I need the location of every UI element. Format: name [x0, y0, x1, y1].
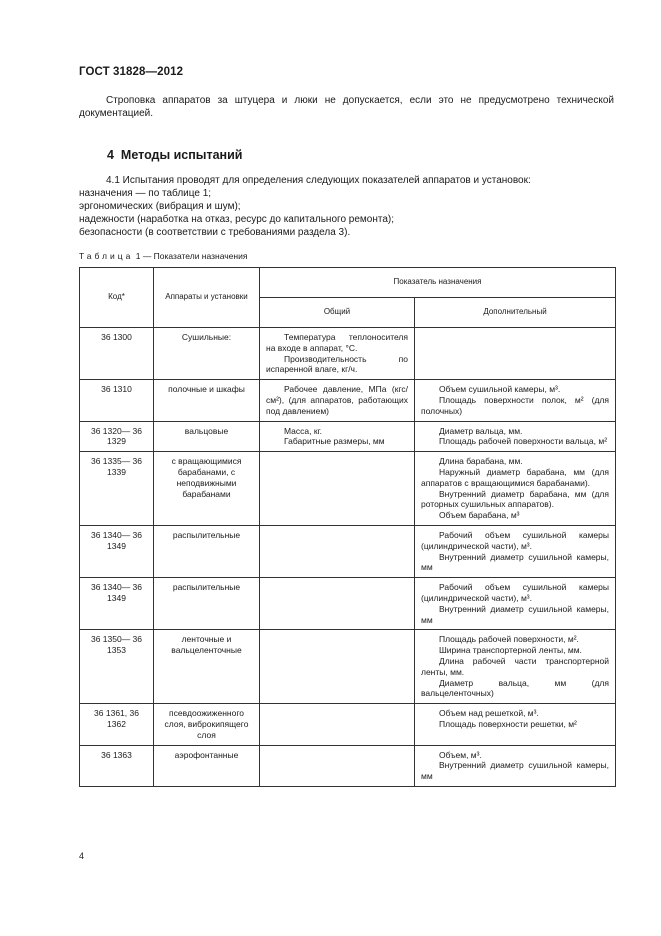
additional-indicator-line: Площадь рабочей поверхности, м².	[439, 634, 579, 645]
general-indicator-line: Температура теплоносителя на входе в аппарат, °С.	[266, 332, 408, 353]
cell-general	[260, 578, 415, 630]
additional-indicator-line: Площадь поверхности решетки, м²	[439, 718, 577, 729]
additional-indicator-line: Объем над решеткой, м³.	[439, 708, 539, 719]
additional-indicator-line: Объем, м³.	[439, 749, 482, 760]
section-number: 4	[107, 148, 114, 162]
clause-line: 4.1 Испытания проводят для определения следующих показателей аппаратов и установок:	[106, 175, 531, 186]
cell-code: 36 1340— 36 1349	[80, 525, 154, 577]
table-caption-number: 1	[135, 251, 141, 261]
table-row	[80, 704, 616, 745]
table-caption-title: — Показатели назначения	[142, 251, 248, 261]
additional-indicator-line: Наружный диаметр барабана, мм (для аппаратов с вращающимися барабанами).	[421, 466, 609, 488]
clause-line: безопасности (в соответствии с требованиями раздела 3).	[79, 227, 351, 238]
table-row	[80, 525, 616, 577]
additional-indicator-line: Внутренний диаметр сушильной камеры, мм	[421, 760, 609, 782]
cell-additional	[415, 630, 616, 704]
table-row	[80, 745, 616, 786]
cell-code: 36 1335— 36 1339	[80, 452, 154, 526]
table-row	[80, 578, 616, 630]
table-row	[80, 380, 616, 421]
additional-indicator-line: Внутренний диаметр сушильной камеры, мм	[421, 551, 609, 573]
clause-line: эргономических (вибрация и шум);	[79, 201, 241, 212]
cell-general	[260, 745, 415, 786]
header-general: Общий	[260, 298, 415, 328]
table-row	[80, 452, 616, 526]
table-caption	[79, 251, 247, 261]
cell-apparatus: Сушильные:	[154, 328, 260, 380]
additional-indicator-line: Рабочий объем сушильной камеры (цилиндрической части), м³.	[421, 529, 609, 551]
table-row	[80, 421, 616, 452]
general-indicator-line: Производительность по испаренной влаге, кг/ч.	[266, 353, 408, 375]
table-row	[80, 630, 616, 704]
additional-indicator-line: Объем барабана, м³	[439, 510, 520, 521]
cell-additional	[415, 578, 616, 630]
section-title: Методы испытаний	[120, 148, 243, 162]
cell-code: 36 1320— 36 1329	[80, 421, 154, 452]
additional-indicator-line: Площадь поверхности полок, м² (для полочных)	[421, 394, 609, 416]
cell-apparatus: псевдоожиженного слоя, виброкипящего слоя	[154, 704, 260, 745]
additional-indicator-line: Длина барабана, мм.	[439, 456, 523, 467]
cell-apparatus: распылительные	[154, 525, 260, 577]
page-number: 4	[79, 851, 85, 861]
table-caption-label: Таблица	[79, 251, 134, 261]
cell-apparatus: аэрофонтанные	[154, 745, 260, 786]
cell-general	[260, 704, 415, 745]
cell-general	[260, 380, 415, 421]
cell-general	[260, 452, 415, 526]
additional-indicator-line: Ширина транспортерной ленты, мм.	[439, 645, 582, 656]
general-indicator-line: Рабочее давление, МПа (кгс/см²), (для аппаратов, работающих под давлением)	[266, 384, 408, 416]
cell-additional	[415, 328, 616, 380]
cell-general	[260, 630, 415, 704]
additional-indicator-line: Внутренний диаметр сушильной камеры, мм	[421, 603, 609, 625]
cell-additional	[415, 380, 616, 421]
cell-code: 36 1310	[80, 380, 154, 421]
cell-apparatus: ленточные и вальцеленточные	[154, 630, 260, 704]
indicators-table	[79, 267, 616, 787]
clause-line: надежности (наработка на отказ, ресурс до капитального ремонта);	[79, 214, 395, 225]
document-header: ГОСТ 31828—2012	[79, 66, 184, 78]
header-code: Код*	[80, 268, 154, 328]
cell-general	[260, 421, 415, 452]
cell-additional	[415, 525, 616, 577]
cell-general	[260, 328, 415, 380]
additional-indicator-line: Диаметр вальца, мм (для вальцеленточных)	[421, 677, 609, 699]
cell-general	[260, 525, 415, 577]
clause-list	[79, 174, 614, 239]
cell-additional	[415, 421, 616, 452]
cell-apparatus: вальцовые	[154, 421, 260, 452]
cell-code: 36 1340— 36 1349	[80, 578, 154, 630]
cell-additional	[415, 704, 616, 745]
additional-indicator-line: Рабочий объем сушильной камеры (цилиндрической части), м³.	[421, 582, 609, 603]
table-row	[80, 328, 616, 380]
intro-paragraph-text: Строповка аппаратов за штуцера и люки не допускается, если это не предусмотрено технической документацией.	[79, 95, 614, 119]
additional-indicator-line: Площадь рабочей поверхности вальца, м²	[439, 436, 608, 447]
additional-indicator-line: Диаметр вальца, мм.	[439, 425, 523, 436]
additional-indicator-line: Внутренний диаметр барабана, мм (для роторных сушильных аппаратов).	[421, 488, 609, 510]
cell-code: 36 1363	[80, 745, 154, 786]
header-apparatus: Аппараты и установки	[154, 268, 260, 328]
header-indicator: Показатель назначения	[260, 268, 616, 298]
cell-apparatus: распылительные	[154, 578, 260, 630]
intro-paragraph	[79, 94, 614, 120]
cell-apparatus: полочные и шкафы	[154, 380, 260, 421]
cell-additional	[415, 745, 616, 786]
section-heading	[107, 148, 242, 162]
cell-code: 36 1350— 36 1353	[80, 630, 154, 704]
cell-code: 36 1361, 36 1362	[80, 704, 154, 745]
additional-indicator-line: Объем сушильной камеры, м³.	[439, 384, 561, 395]
cell-code: 36 1300	[80, 328, 154, 380]
cell-apparatus: с вращающимися барабанами, с неподвижными барабанами	[154, 452, 260, 526]
clause-line: назначения — по таблице 1;	[79, 188, 212, 199]
additional-indicator-line: Длина рабочей части транспортерной ленты, мм.	[421, 655, 609, 677]
general-indicator-line: Габаритные размеры, мм	[284, 436, 385, 447]
header-additional: Дополнительный	[415, 298, 616, 328]
cell-additional	[415, 452, 616, 526]
general-indicator-line: Масса, кг.	[284, 425, 322, 436]
